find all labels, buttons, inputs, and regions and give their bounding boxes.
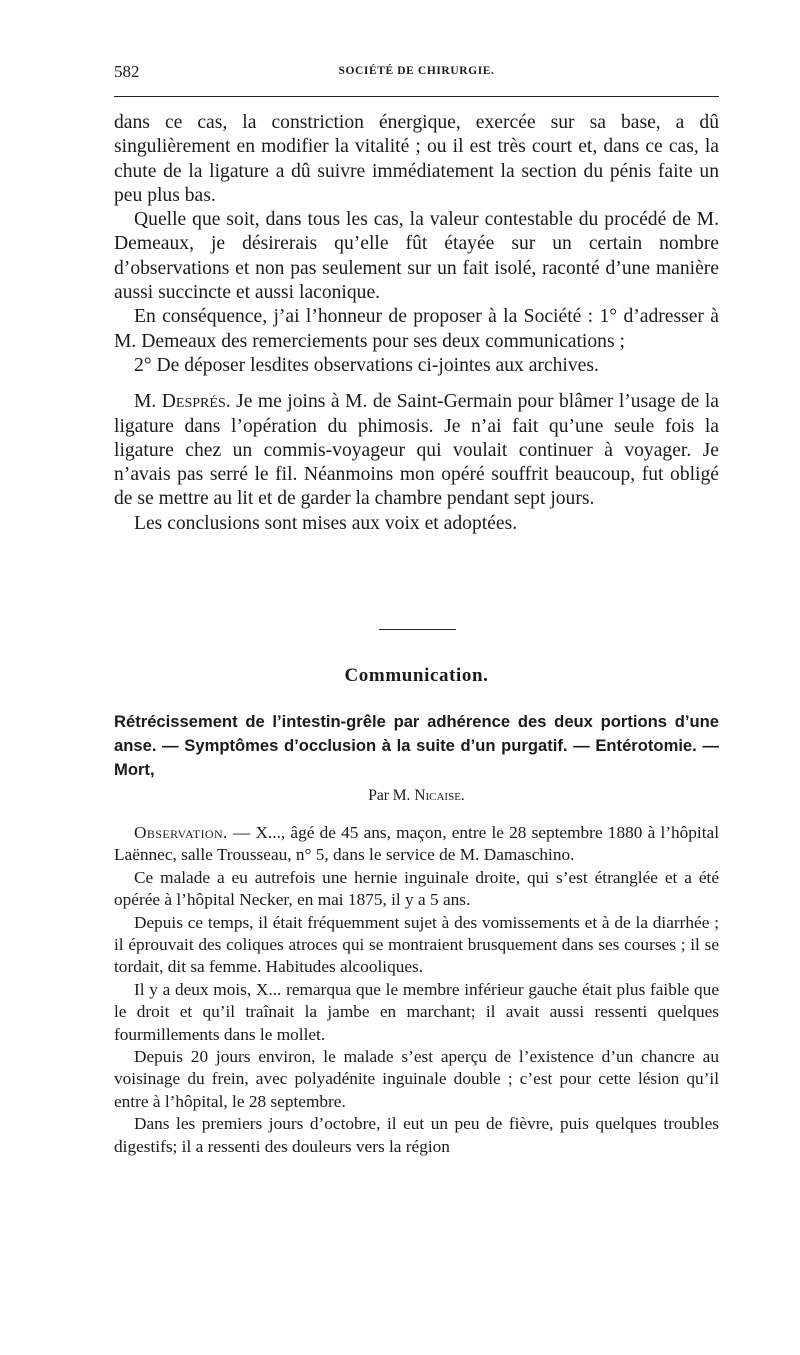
paragraph-1: dans ce cas, la constriction énergique, exercée sur sa base, a dû singulièrement en modifier la vitalité ; ou il est très court et, dans ce cas, la chute de la ligature a dû suivre immédiatement la section du pénis faite un peu plus bas.	[114, 112, 719, 206]
observation-paragraph-1-text: — X..., âgé de 45 ans, maçon, entre le 28 septembre 1880 à l’hôpital Laënnec, salle Trousseau, n° 5, dans le service de M. Damaschino.	[114, 823, 719, 865]
observation-paragraph-6: Dans les premiers jours d’octobre, il eut un peu de fièvre, puis quelques troubles digestifs; il a ressenti des douleurs vers la région	[114, 1114, 719, 1156]
discussion-text	[114, 111, 719, 536]
section-divider	[379, 629, 456, 630]
observation-label: Observation.	[134, 823, 228, 842]
communication-title: Rétrécissement de l’intestin-grêle par adhérence des deux portions d’une anse. — Symptômes d’occlusion à la suite d’un purgatif. — Entérotomie. — Mort,	[114, 712, 719, 779]
paragraph-3: En conséquence, j’ai l’honneur de proposer à la Société : 1° d’adresser à M. Demeaux des remerciements pour ses deux communications ;	[114, 306, 719, 352]
byline	[114, 787, 719, 805]
header-rule	[114, 96, 719, 97]
observation-paragraph-4: Il y a deux mois, X... remarqua que le membre inférieur gauche était plus faible que le droit et qu’il traînait la jambe en marchant; il avait aussi ressenti quelques fourmillements dans le mollet.	[114, 979, 719, 1044]
paragraph-2: Quelle que soit, dans tous les cas, la valeur contestable du procédé de M. Demeaux, je désirerais qu’elle fût étayée sur un certain nombre d’observations et non pas seulement sur un fait isolé, raconté d’une manière aussi succincte et aussi laconique.	[114, 209, 719, 304]
paragraph-4: 2° De déposer lesdites observations ci-jointes aux archives.	[134, 354, 599, 376]
observation-paragraph-1	[114, 822, 719, 867]
page-number: 582	[114, 62, 140, 81]
running-title: SOCIÉTÉ DE CHIRURGIE.	[338, 65, 495, 77]
speaker-name: M. Després.	[134, 391, 231, 413]
paragraph-5	[114, 390, 719, 511]
paragraph-5-text: Je me joins à M. de Saint-Germain pour blâmer l’usage de la ligature dans l’opération du phimosis. Je n’ai fait qu’une seule fois la ligature chez un commis-voyageur qui voulait continuer à voyager. Je n’avais pas serré le fil. Néanmoins mon opéré souffrit beaucoup, fut obligé de se mettre au lit et de garder la chambre pendant sept jours.	[114, 391, 719, 510]
observation-text	[114, 822, 719, 1158]
section-heading: Communication.	[344, 665, 489, 686]
author-name: Nicaise.	[414, 787, 465, 804]
observation-paragraph-5: Depuis 20 jours environ, le malade s’est aperçu de l’existence d’un chancre au voisinage du frein, avec polyadénite inguinale double ; c’est pour cette lésion qu’il entre à l’hôpital, le 28 septembre.	[114, 1047, 719, 1111]
byline-prefix: Par M.	[368, 787, 415, 804]
page-header	[114, 62, 719, 86]
observation-paragraph-2: Ce malade a eu autrefois une hernie inguinale droite, qui s’est étranglée et a été opérée à l’hôpital Necker, en mai 1875, il y a 5 ans.	[114, 867, 719, 910]
paragraph-gap	[114, 378, 719, 390]
observation-paragraph-3: Depuis ce temps, il était fréquemment sujet à des vomissements et à de la diarrhée ; il éprouvait des coliques atroces qui se montraient brusquement dans ses courses ; il se tordait, dit sa femme. Habitudes alcooliques.	[114, 912, 719, 977]
paragraph-6: Les conclusions sont mises aux voix et adoptées.	[134, 512, 518, 534]
